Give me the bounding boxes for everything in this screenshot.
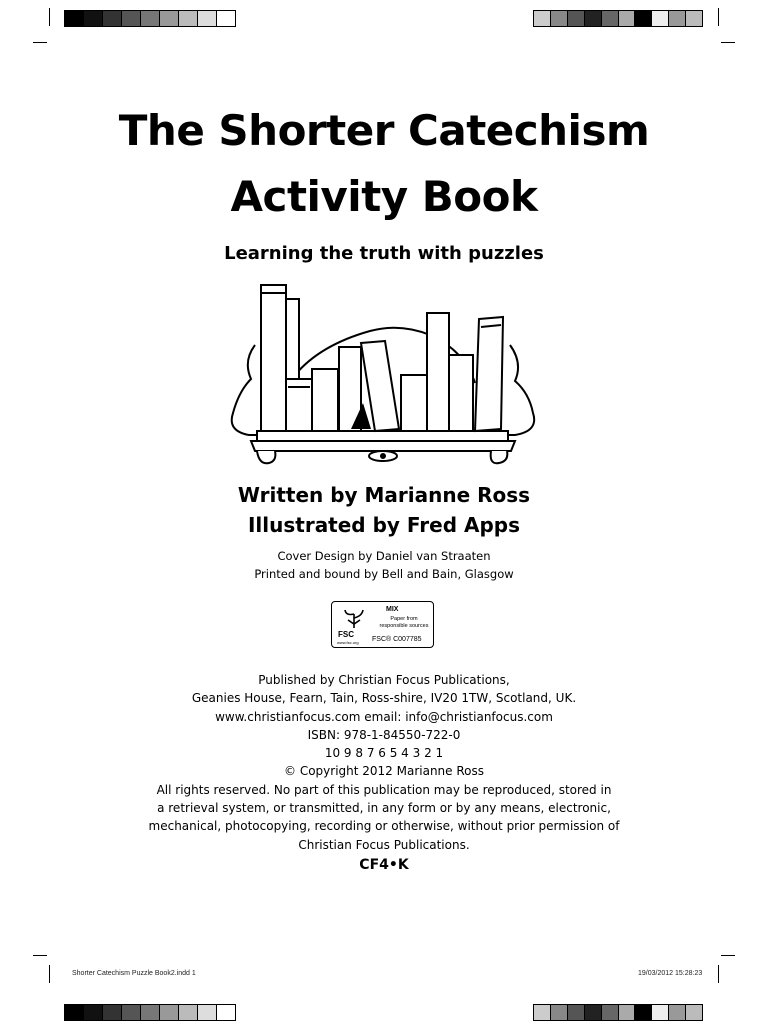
fsc-paper-line-2: responsible sources — [379, 622, 429, 629]
rights-line-3: mechanical, photocopying, recording or otherwise, without prior permission of — [148, 819, 620, 834]
rights-line-2: a retrieval system, or transmitted, in any form or by any means, electronic, — [157, 801, 611, 816]
color-bar-top-right — [533, 10, 703, 27]
copyright: © Copyright 2012 Marianne Ross — [284, 764, 484, 779]
published-by: Published by Christian Focus Publications, — [258, 673, 510, 687]
author-credits — [0, 480, 768, 540]
crop-mark — [49, 965, 50, 983]
fsc-paper-line-1: Paper from — [390, 616, 418, 622]
production-credits — [0, 547, 768, 583]
slug-filename: Shorter Catechism Puzzle Book2.indd 1 — [72, 970, 196, 977]
book-title — [0, 98, 768, 230]
publisher-web: www.christianfocus.com email: info@christianfocus.com — [215, 709, 553, 724]
crop-mark — [33, 42, 47, 43]
publisher-address: Geanies House, Fearn, Tain, Ross-shire, IV20 1TW, Scotland, UK. — [191, 691, 577, 706]
book-subtitle: Learning the truth with puzzles — [224, 243, 544, 264]
crop-mark — [718, 965, 719, 983]
fsc-mix: MIX — [386, 606, 399, 613]
fsc-web: www.fsc.org — [337, 640, 359, 645]
rights-line-4: Christian Focus Publications. — [298, 837, 470, 852]
written-by: Written by Marianne Ross — [237, 483, 531, 507]
illustrated-by: Illustrated by Fred Apps — [247, 513, 521, 537]
publisher-info — [0, 671, 768, 854]
crop-mark — [721, 42, 735, 43]
color-bar-bottom-right — [533, 1004, 703, 1021]
rights-line-1: All rights reserved. No part of this publication may be reproduced, stored in — [156, 782, 612, 797]
slug-timestamp: 19/03/2012 15:28:23 — [638, 970, 703, 977]
printer-credit: Printed and bound by Bell and Bain, Glasgow — [254, 567, 514, 581]
color-bar-top-left — [64, 10, 236, 27]
crop-mark — [49, 8, 50, 26]
cover-design-credit: Cover Design by Daniel van Straaten — [277, 549, 491, 563]
crop-mark — [718, 8, 719, 26]
book-title-line-1: The Shorter Catechism — [118, 106, 650, 155]
fsc-label: FSC — [338, 630, 354, 639]
fsc-certification-logo — [331, 601, 434, 648]
fsc-code: FSC® C007785 — [372, 636, 422, 643]
crop-mark — [33, 955, 47, 956]
fsc-paper-text — [376, 616, 432, 629]
crop-mark — [721, 955, 735, 956]
printing-line: 10 9 8 7 6 5 4 3 2 1 — [324, 746, 444, 761]
imprint-logo: CF4•K — [359, 857, 409, 873]
book-title-line-2: Activity Book — [230, 172, 538, 221]
color-bar-bottom-left — [64, 1004, 236, 1021]
bookshelf-illustration — [225, 283, 540, 473]
fsc-tree-icon — [342, 606, 366, 630]
isbn: ISBN: 978-1-84550-722-0 — [307, 727, 461, 742]
